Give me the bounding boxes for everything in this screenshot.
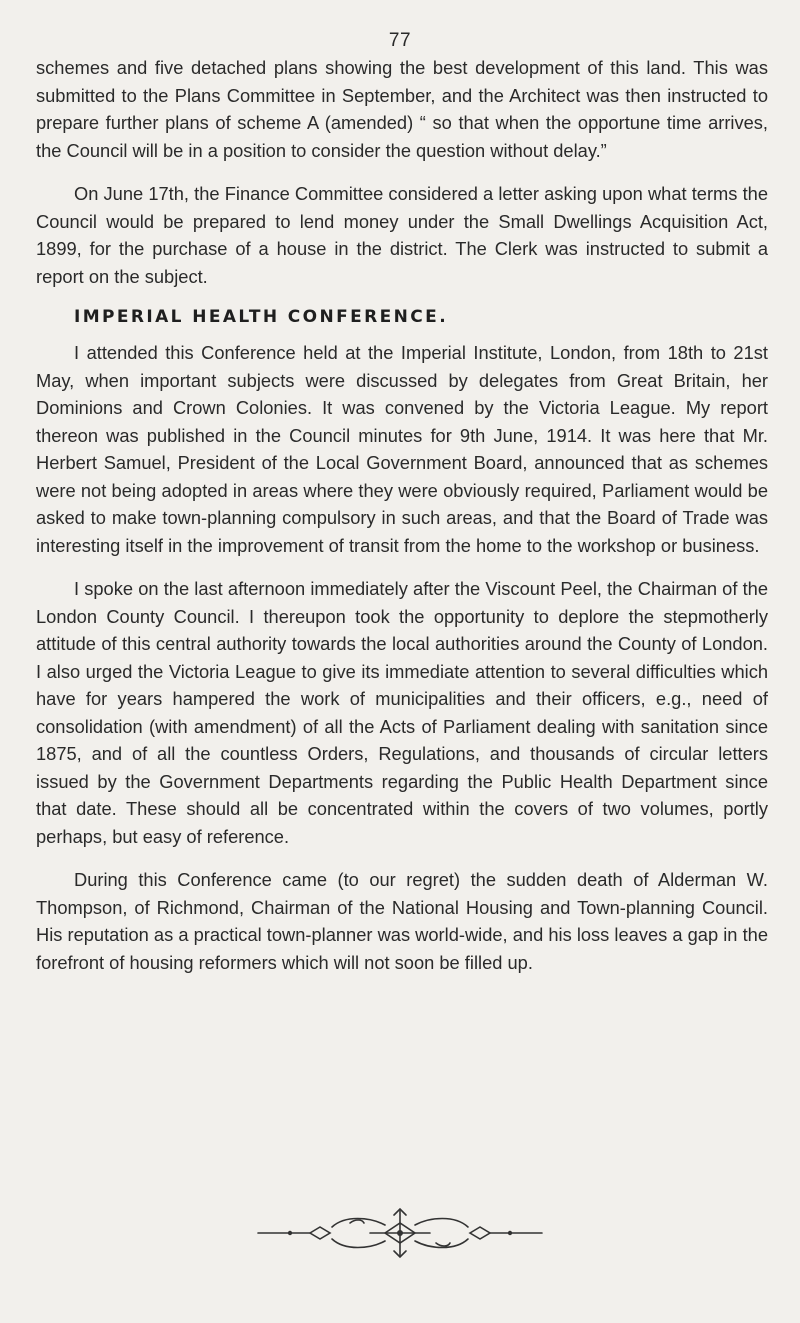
paragraph-speech: I spoke on the last afternoon immediately after the Viscount Peel, the Chairman of the London County Council. I thereupon took the opportunity to deplore the stepmotherly attitude of this central authority towards the local authorities around the County of London. I also urged the Victoria League to give its immediate attention to several difficulties which have for years hampered the work of municipalities and their officers, e.g., need of consolidation (with amendment) of all the Acts of Parliament dealing with sanitation since 1875, and of all the countless Orders, Regulations, and thousands of circular letters issued by the Government Departments regarding the Public Health Department since that date. These should all be concentrated within the covers of two volumes, portly perhaps, but easy of reference. (36, 578, 768, 847)
page-number: 77 (388, 30, 412, 51)
body-text (36, 54, 768, 976)
paragraph-schemes: schemes and five detached plans showing the best development of this land. This was submitted to the Plans Committee in September, and the Architect was then instructed to prepare further plans of scheme A (amended) “ so that when the opportune time arrives, the Council will be in a position to consider the question without delay.” (36, 57, 768, 161)
paragraph-death-notice: During this Conference came (to our regret) the sudden death of Alderman W. Thompson, of Richmond, Chairman of the National Housing and Town-planning Council. His reputation as a practical town-planner was world-wide, and his loss leaves a gap in the forefront of housing reformers which will not soon be filled up. (36, 869, 768, 973)
section-heading: IMPERIAL HEALTH CONFERENCE. (74, 307, 449, 327)
decorative-scroll-ornament-icon (250, 1205, 550, 1261)
paragraph-finance-committee: On June 17th, the Finance Committee considered a letter asking upon what terms the Council would be prepared to lend money under the Small Dwellings Acquisition Act, 1899, for the purchase of a house in the district. The Clerk was instructed to submit a report on the subject. (36, 183, 768, 287)
paragraph-conference: I attended this Conference held at the Imperial Institute, London, from 18th to 21st May, when important subjects were discussed by delegates from Great Britain, her Dominions and Crown Colonies. It was convened by the Victoria League. My report thereon was published in the Council minutes for 9th June, 1914. It was here that Mr. Herbert Samuel, President of the Local Government Board, announced that as schemes were not being adopted in areas where they were obviously required, Parliament would be asked to make town-planning compulsory in such areas, and that the Board of Trade was interesting itself in the improvement of transit from the home to the workshop or business. (36, 342, 768, 556)
